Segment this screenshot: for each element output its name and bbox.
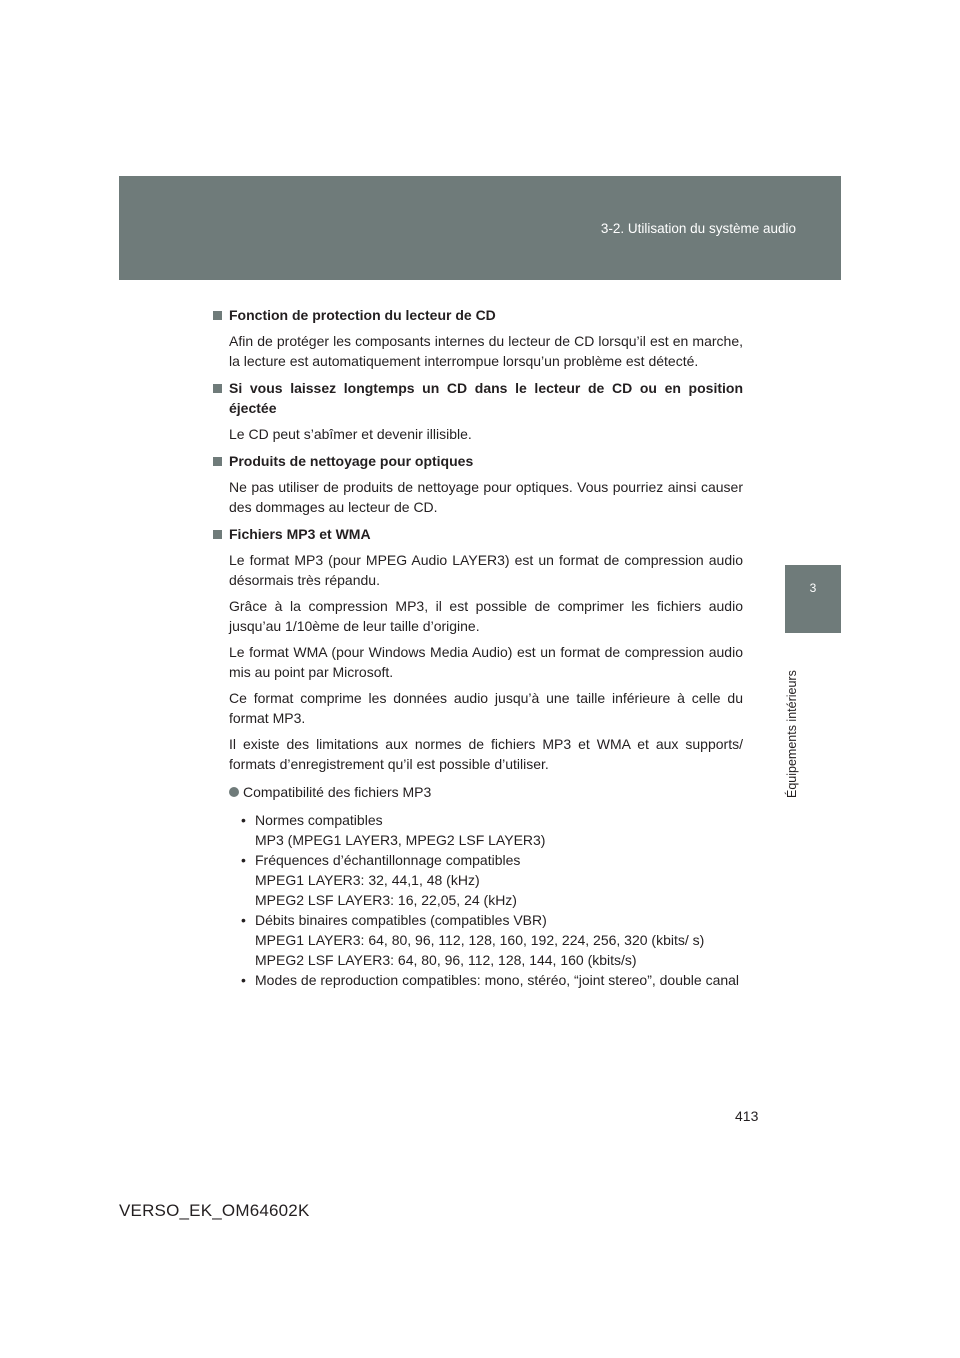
chapter-number: 3 — [809, 581, 817, 595]
page-header — [119, 176, 841, 280]
circle-bullet-icon — [229, 787, 239, 797]
paragraph: Afin de protéger les composants internes du lecteur de CD lorsqu’il est en marche, la lecture est automatiquement interrompue lorsqu’un problème est détecté. — [229, 333, 743, 369]
section-title: 3-2. Utilisation du système audio — [600, 221, 796, 236]
paragraph: Ce format comprime les données audio jusqu’à une taille inférieure à celle du format MP3. — [229, 690, 743, 726]
compat-list — [212, 810, 743, 990]
list-item: • Normes compatibles MP3 (MPEG1 LAYER3, MPEG2 LSF LAYER3) — [241, 812, 546, 848]
document-code: VERSO_EK_OM64602K — [119, 1201, 310, 1220]
section-heading: Fichiers MP3 et WMA — [212, 524, 743, 544]
paragraph: Il existe des limitations aux normes de fichiers MP3 et WMA et aux supports/ formats d’enregistrement qu’il est possible d’utiliser. — [229, 736, 743, 772]
section-heading: Fonction de protection du lecteur de CD — [212, 305, 743, 325]
list-item: • Fréquences d’échantillonnage compatibles MPEG1 LAYER3: 32, 44,1, 48 (kHz) MPEG2 LSF LAYER3: 16, 22,05, 24 (kHz) — [241, 852, 521, 908]
paragraph: Le format WMA (pour Windows Media Audio) est un format de compression audio mis au point par Microsoft. — [229, 644, 743, 680]
main-content — [212, 305, 743, 990]
compat-title: Compatibilité des fichiers MP3 — [212, 782, 743, 802]
paragraph: Le CD peut s’abîmer et devenir illisible. — [229, 426, 472, 442]
square-bullet-icon — [213, 530, 222, 539]
section-heading: Produits de nettoyage pour optiques — [212, 451, 743, 471]
paragraph: Grâce à la compression MP3, il est possible de comprimer les fichiers audio jusqu’au 1/10ème de leur taille d’origine. — [229, 598, 743, 634]
square-bullet-icon — [213, 384, 222, 393]
section-heading: Si vous laissez longtemps un CD dans le lecteur de CD ou en position éjectée — [212, 378, 743, 418]
square-bullet-icon — [213, 457, 222, 466]
chapter-label-wrap — [785, 638, 805, 798]
list-item: • Débits binaires compatibles (compatibles VBR) MPEG1 LAYER3: 64, 80, 96, 112, 128, 160, 192, 224, 256, 320 (kbits/ s) MPEG2 LSF LAYER3: 64, 80, 96, 112, 128, 144, 160 (kbits/s) — [241, 912, 705, 968]
chapter-label: Équipements intérieurs — [785, 670, 799, 798]
list-item: • Modes de reproduction compatibles: mono, stéréo, “joint stereo”, double canal — [241, 972, 740, 988]
paragraph: Ne pas utiliser de produits de nettoyage pour optiques. Vous pourriez ainsi causer des dommages au lecteur de CD. — [229, 479, 743, 515]
chapter-tab — [785, 565, 841, 633]
page-number: 413 — [735, 1108, 759, 1124]
paragraph: Le format MP3 (pour MPEG Audio LAYER3) est un format de compression audio désormais très répandu. — [229, 552, 743, 588]
square-bullet-icon — [213, 311, 222, 320]
